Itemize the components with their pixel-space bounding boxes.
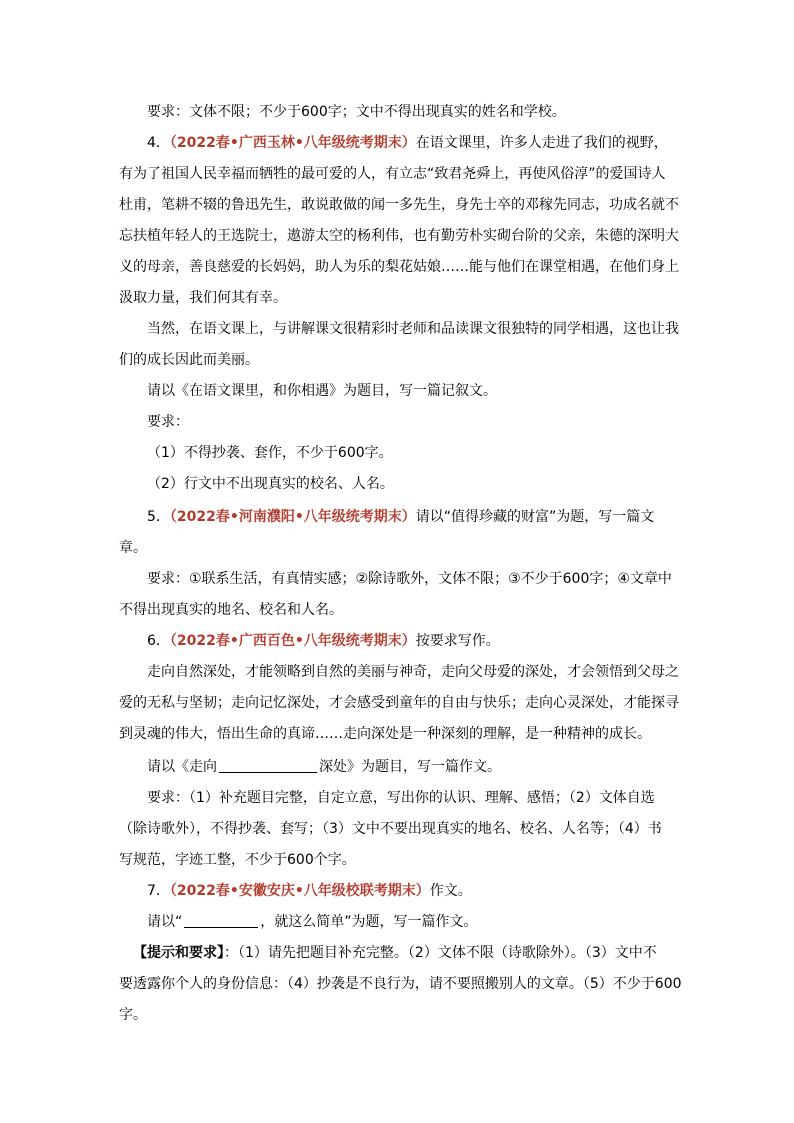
q6-req-line1: 要求：（1）补充题目完整，自定立意，写出你的认识、理解、感悟；（2）文体自选 — [147, 790, 655, 806]
q7-source: （2022春•安徽安庆•八年级校联考期末） — [169, 883, 430, 899]
q7-tips-line2: 要透露你个人的身份信息：（4）抄袭是不良行为，请不要照搬别人的文章。（5）不少于600 — [119, 976, 682, 992]
q6-number: 6． — [147, 633, 170, 649]
q4-para2-line1: 当然，在语文课上，与讲解课文很精彩时老师和品读课文很独特的同学相遇，这也让我 — [147, 321, 679, 337]
q4-source: （2022春•广西玉林•八年级统考期末） — [169, 135, 416, 151]
q4-line1: 在语文课里，许多人走进了我们的视野， — [415, 135, 668, 151]
q7-title-line — [0, 909, 794, 935]
q6-req-line2: （除诗歌外），不得抄袭、套写；（3）文中不要出现真实的地名、校名、人名等；（4）书 — [119, 821, 662, 837]
q6-title-line — [0, 754, 794, 780]
q7-number: 7． — [147, 883, 170, 899]
q7-title-blank — [184, 913, 258, 928]
q7-tips-line1 — [0, 940, 794, 966]
q7-tips-text1: ：（1）请先把题目补充完整。（2）文体不限（诗歌除外）。（3）文中不 — [224, 945, 657, 961]
q7-title-pre: 请以“ — [147, 914, 183, 930]
q6-line2: 走向自然深处，才能领略到自然的美丽与神奇，走向父母爱的深处，才会领悟到父母之 — [147, 664, 679, 680]
q7-tips-label: 【提示和要求】 — [133, 945, 224, 961]
q7-header — [0, 878, 794, 904]
q5-header — [0, 504, 794, 530]
q6-title-post: 深处》为题目，写一篇作文。 — [319, 759, 501, 775]
q6-line3: 爱的无私与坚韧；走向记忆深处，才会感受到童年的自由与快乐；走向心灵深处，才能探寻 — [119, 695, 679, 711]
q4-line5: 义的母亲，善良慈爱的长妈妈，助人为乐的梨花姑娘……能与他们在课堂相遇，在他们身上 — [119, 259, 679, 275]
q7-tips-line3: 字。 — [119, 1007, 147, 1023]
q3-requirement: 要求：文体不限；不少于600字；文中不得出现真实的姓名和学校。 — [147, 104, 566, 120]
q4-number: 4． — [147, 135, 170, 151]
q5-req-line1: 要求：①联系生活，有真情实感；②除诗歌外，文体不限；③不少于600字；④文章中 — [147, 571, 672, 587]
q7-title-post: ，就这么简单”为题，写一篇作文。 — [260, 914, 478, 930]
q4-req-label: 要求： — [147, 414, 189, 430]
q5-line2: 章。 — [119, 540, 147, 556]
q6-line1: 按要求写作。 — [415, 633, 500, 649]
q4-req1: （1）不得抄袭、套作，不少于600字。 — [147, 445, 393, 461]
q5-number: 5． — [147, 509, 170, 525]
q4-header — [0, 130, 794, 156]
q6-source: （2022春•广西百色•八年级统考期末） — [169, 633, 416, 649]
q6-header — [0, 628, 794, 654]
q4-para2-line2: 们的成长因此而美丽。 — [119, 352, 259, 368]
q5-line1: 请以“值得珍藏的财富”为题，写一篇文 — [415, 509, 655, 525]
q6-line4: 到灵魂的伟大，悟出生命的真谛……走向深处是一种深刻的理解，是一种精神的成长。 — [119, 726, 651, 742]
q5-source: （2022春•河南濮阳•八年级统考期末） — [169, 509, 416, 525]
q4-title-line: 请以《在语文课里，和你相遇》为题目，写一篇记叙文。 — [147, 383, 497, 399]
q4-line6: 汲取力量，我们何其有幸。 — [119, 290, 287, 306]
q5-req-line2: 不得出现真实的地名、校名和人名。 — [119, 602, 343, 618]
q4-line3: 杜甫，笔耕不辍的鲁迅先生，敢说敢做的闻一多先生，身先士卒的邓稼先同志，功成名就不 — [119, 197, 679, 213]
q6-title-blank — [219, 758, 317, 773]
q4-line2: 有为了祖国人民幸福而牺牲的最可爱的人，有立志“致君尧舜上，再使风俗淳”的爱国诗人 — [119, 166, 666, 182]
q6-req-line3: 写规范，字迹工整，不少于600个字。 — [119, 852, 356, 868]
q4-req2: （2）行文中不出现真实的校名、人名。 — [147, 476, 394, 492]
q7-line1: 作文。 — [429, 883, 472, 899]
q4-line4: 忘扶植年轻人的王选院士，遨游太空的杨利伟，也有勤劳朴实砌台阶的父亲，朱德的深明大 — [119, 228, 679, 244]
q6-title-pre: 请以《走向 — [147, 759, 217, 775]
